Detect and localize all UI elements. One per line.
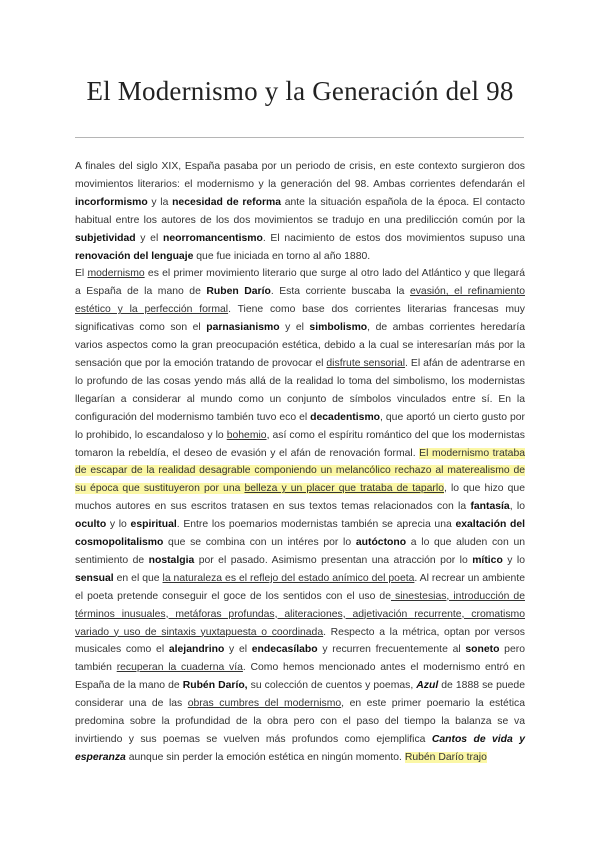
text-run: y el — [135, 232, 163, 244]
text-run: A finales del siglo XIX, España pasaba por un periodo de crisis, en este contexto surgieron dos movimientos literarios: el modernismo y la generación del 98. Ambas corrientes defendarán el — [75, 161, 525, 190]
text-run: de 1888 se puede considerar una de las — [75, 680, 525, 710]
text-run: aunque sin perder la emoción estética en ningún momento. — [125, 751, 405, 763]
bold-term: neorromancentismo — [162, 232, 263, 244]
text-run: , de ambas corrientes heredaría varios aspectos como la gran preocupación estética, debido a la cual se interesarían más por la sensación que por la emoción tratando de provocar el — [75, 322, 525, 369]
text-run: . El afán de adentrarse en lo profundo de las cosas yendo más allá de la realidad lo toma del simbolismo, los modernistas llegarían a considerar al mundo como un conjunto de símbolos vinculados entre sí. En la configuración del modernismo también tuvo eco el — [75, 357, 526, 423]
text-run: su colección de cuentos y poemas, — [247, 680, 417, 692]
text-run: y el — [224, 644, 252, 656]
text-run: . Respecto a la métrica, optan por versos musicales como el — [75, 626, 526, 656]
bold-term: oculto — [75, 519, 107, 531]
bold-term: exaltación del cosmopolitalismo — [75, 519, 525, 549]
underlined-phrase: bohemio — [226, 429, 267, 441]
book-title: Azul — [416, 680, 439, 692]
bold-term: decadentismo — [310, 411, 381, 423]
bold-term: endecasílabo — [251, 644, 318, 656]
bold-term: alejandrino — [168, 644, 225, 656]
text-run: que fue iniciada en torno al año 1880. — [193, 250, 371, 262]
underlined-phrase: disfrute sensorial — [326, 357, 406, 369]
text-run: . Al recrear un ambiente el poeta pretende conseguir el goce de los sentidos con el uso de — [75, 572, 525, 602]
text-run: , en este primer poemario la estética predomina sobre la profundidad de la obra pero con el paso del tiempo la balanza se va invirtiendo y sus poemas se vuelven más profundos como ejemplifica — [75, 698, 525, 745]
bold-term: mítico — [472, 554, 503, 566]
text-run: y lo — [502, 554, 525, 566]
text-run: que se combina con un intéres por lo — [163, 537, 356, 549]
underlined-phrase: evasión, el refinamiento estético y la perfección formal — [75, 286, 525, 316]
bold-term: Rubén Darío, — [182, 680, 248, 692]
text-run: . Como hemos mencionado antes el modernismo entró en España de la mano de — [75, 662, 525, 692]
text-run: , lo que hizo que muchos autores en sus escritos tratasen en sus textos temas relacionados con la — [75, 483, 525, 513]
document-body — [75, 158, 525, 767]
text-run: , lo — [509, 501, 525, 513]
text-run: , así como el espíritu romántico del que los modernistas tomaron la rebeldía, el deseo de evasión y el afán de renovación formal. — [75, 429, 525, 459]
text-run: . Tiene como base dos corrientes literarias francesas muy significativas como son el — [75, 304, 525, 334]
highlighted-phrase: alismo de su época que sustituyeron por una — [75, 465, 525, 495]
text-run: es el primer movimiento literario que surge al otro lado del Atlántico y que llegará a España de la mano de — [75, 268, 525, 298]
text-run: El — [75, 268, 88, 280]
bold-term: necesidad de reforma — [172, 196, 282, 208]
paragraph-1 — [75, 158, 525, 265]
bold-term: renovación del lenguaje — [75, 250, 194, 262]
text-run: pero también — [75, 644, 525, 674]
bold-term: parnasianismo — [206, 322, 280, 334]
text-run: y el — [279, 322, 310, 334]
text-run: , que aportó un cierto gusto por lo prohibido, lo escandaloso y lo — [75, 411, 525, 441]
underlined-phrase: la naturaleza es el reflejo del estado anímico del poeta — [162, 572, 415, 584]
bold-term: incorformismo — [75, 196, 148, 208]
underlined-phrase: obras cumbres del modernismo — [187, 698, 342, 710]
text-run: y la — [147, 196, 173, 208]
text-run: en el que — [113, 572, 163, 584]
underlined-phrase: sinestesias, introducción de términos inusuales, metáforas profundas, aliteraciones, adjetivación recurrente, cromatismo variado y uso de sintaxis yuxtapuesta o coordinada — [75, 590, 525, 638]
bold-term: subjetividad — [75, 232, 136, 244]
highlighted-phrase: Rubén Darío trajo — [404, 751, 487, 763]
text-run: a lo que aluden con un sentimiento de — [75, 537, 526, 566]
text-run: . El nacimiento de estos dos movimientos supuso una — [262, 232, 526, 244]
text-run: . Esta corriente buscaba la — [270, 286, 410, 298]
bold-term: soneto — [465, 644, 500, 656]
bold-term: Ruben Darío — [206, 286, 271, 298]
title-divider — [75, 137, 524, 138]
bold-term: sensual — [75, 572, 114, 584]
bold-term: nostalgia — [148, 554, 195, 566]
highlighted-phrase: El modernismo trataba de escapar de la realidad desagrable componiendo un melancólico rechazo al matere — [75, 447, 526, 477]
bold-term: fantasía — [470, 501, 510, 513]
bold-term: espiritual — [130, 519, 177, 531]
text-run: por el pasado. Asimismo presentan una atracción por lo — [194, 554, 473, 566]
underlined-phrase: modernismo — [87, 268, 145, 280]
highlighted-underlined-phrase: belleza y un placer que trataba de taparlo — [244, 483, 444, 495]
text-run: ante la situación española de la época. El contacto habitual entre los autores de los dos movimientos se tradujo en una predilicción común por la — [75, 196, 525, 226]
bold-term: autóctono — [355, 537, 407, 549]
document-title: El Modernismo y la Generación del 98 — [86, 76, 514, 106]
text-run: . Entre los poemarios modernistas también se aprecia una — [176, 519, 456, 531]
text-run: y recurren frecuentemente al — [317, 644, 466, 656]
paragraph-2 — [75, 265, 525, 766]
underlined-phrase: recuperan la cuaderna vía — [116, 662, 243, 674]
book-title: Cantos de vida y esperanza — [75, 734, 525, 763]
bold-term: simbolismo — [309, 322, 368, 334]
text-run: y lo — [106, 519, 131, 531]
